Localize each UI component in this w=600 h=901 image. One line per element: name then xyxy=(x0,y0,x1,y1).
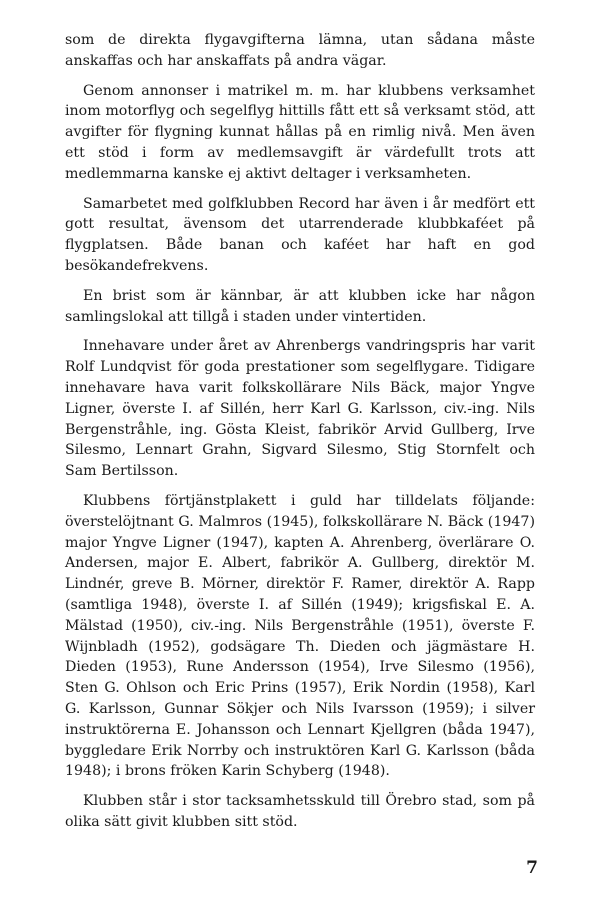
paragraph-missing-clubroom: En brist som är kännbar, är att klubben icke har någon samlingslokal att tillgå i staden under vintertiden. xyxy=(65,287,535,325)
document-page xyxy=(65,30,535,842)
paragraph-advertising-support: Genom annonser i matrikel m. m. har klubbens verksamhet inom motorflyg och segelflyg hittills fått ett så verksamt stöd, att avgifter för flygning kunnat hållas på en rimlig nivå. Men även ett stöd i form av medlemsavgift är värdefullt trots att medlemmarna kanske ej aktivt deltager i verksamheten. xyxy=(65,82,535,182)
paragraph-gratitude-orebro: Klubben står i stor tacksamhetsskuld till Örebro stad, som på olika sätt givit klubben sitt stöd. xyxy=(65,793,535,830)
paragraph-golf-club-cooperation: Samarbetet med golfklubben Record har även i år medfört ett gott resultat, ävensom det utarrenderade klubbkaféet på flygplatsen. Både banan och kaféet har haft en god besökandefrekvens. xyxy=(65,195,535,274)
paragraph-continuation: som de direkta flygavgifterna lämna, utan sådana måste anskaffas och har anskaffats på andra vägar. xyxy=(65,32,535,69)
paragraph-ahrenberg-prize: Innehavare under året av Ahrenbergs vandringspris har varit Rolf Lundqvist för goda prestationer som segelflygare. Tidigare innehavare hava varit folkskollärare Nils Bäck, major Yngve Ligner, överste I. af Sillén, herr Karl G. Karlsson, civ.-ing. Nils Bergenstråhle, ing. Gösta Kleist, fabrikör Arvid Gullberg, Irve Silesmo, Lennart Grahn, Sigvard Silesmo, Stig Stornfelt och Sam Bertilsson. xyxy=(65,338,535,480)
page-number: 7 xyxy=(526,858,538,878)
paragraph-merit-plaque: Klubbens förtjänstplakett i guld har tilldelats följande: överstelöjtnant G. Malmros (1945), folkskollärare N. Bäck (1947) major Yngve Ligner (1947), kapten A. Ahrenberg, överlärare O. Andersen, major E. Albert, fabrikör A. Gullberg, direktör M. Lindnér, greve B. Mörner, direktör F. Ramer, direktör A. Rapp (samtliga 1948), överste I. af Sillén (1949); krigsfiskal E. A. Mälstad (1950), civ.-ing. Nils Bergenstråhle (1951), överste F. Wijnbladh (1952), godsägare Th. Dieden och jägmästare H. Dieden (1953), Rune Andersson (1954), Irve Silesmo (1956), Sten G. Ohlson och Eric Prins (1957), Erik Nordin (1958), Karl G. Karlsson, Gunnar Sökjer och Nils Ivarsson (1959); i silver instruktörerna E. Johansson och Lennart Kjellgren (båda 1947), byggledare Erik Norrby och instruktören Karl G. Karlsson (båda 1948); i brons fröken Karin Schyberg (1948). xyxy=(65,492,535,780)
